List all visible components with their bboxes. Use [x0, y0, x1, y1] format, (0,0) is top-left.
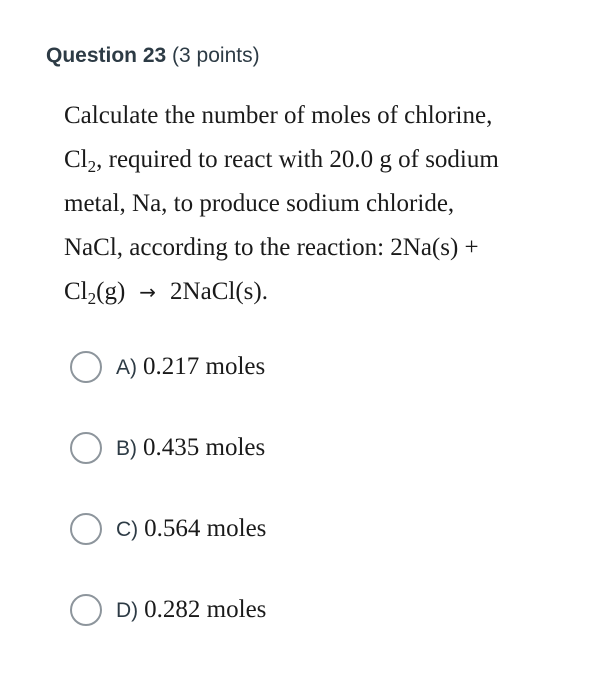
option-letter: B) [116, 437, 137, 460]
question-line [64, 270, 584, 314]
radio-button[interactable] [70, 351, 102, 383]
option-value: 0.564 moles [144, 515, 267, 542]
subscript: 2 [87, 157, 97, 176]
radio-button[interactable] [70, 432, 102, 464]
question-text-segment: Cl [64, 146, 88, 173]
question-text-segment: (g) [96, 278, 126, 305]
answer-option-c[interactable] [70, 511, 266, 547]
question-line [64, 138, 584, 182]
option-label[interactable] [116, 353, 265, 381]
answer-option-d[interactable] [70, 592, 266, 628]
question-text-segment: NaCl, according to the reaction: 2Na(s) + [64, 234, 479, 261]
radio-button[interactable] [70, 594, 102, 626]
question-line [64, 182, 584, 226]
question-text [64, 94, 584, 314]
option-value: 0.217 moles [143, 353, 266, 380]
option-label[interactable] [116, 434, 265, 462]
option-letter: D) [116, 599, 139, 622]
radio-button[interactable] [70, 513, 102, 545]
option-value: 0.282 moles [144, 596, 267, 623]
option-label[interactable] [116, 596, 266, 624]
option-label[interactable] [116, 515, 266, 543]
option-letter: C) [116, 518, 139, 541]
answer-option-a[interactable] [70, 349, 265, 385]
question-header [46, 44, 260, 68]
option-value: 0.435 moles [143, 434, 266, 461]
answer-option-b[interactable] [70, 430, 265, 466]
question-line [64, 226, 584, 270]
question-text-segment: metal, Na, to produce sodium chloride, [64, 190, 455, 217]
question-text-segment: , required to react with 20.0 g of sodium [96, 146, 499, 173]
question-text-segment: Cl [64, 278, 88, 305]
question-line [64, 94, 584, 138]
reaction-arrow-icon: → [139, 280, 157, 304]
option-letter: A) [116, 356, 137, 379]
question-number: Question 23 [46, 44, 167, 67]
question-text-segment: Calculate the number of moles of chlorine, [64, 102, 493, 129]
subscript: 2 [87, 289, 97, 308]
question-points: (3 points) [172, 44, 260, 67]
question-text-segment: 2NaCl(s). [170, 278, 268, 305]
